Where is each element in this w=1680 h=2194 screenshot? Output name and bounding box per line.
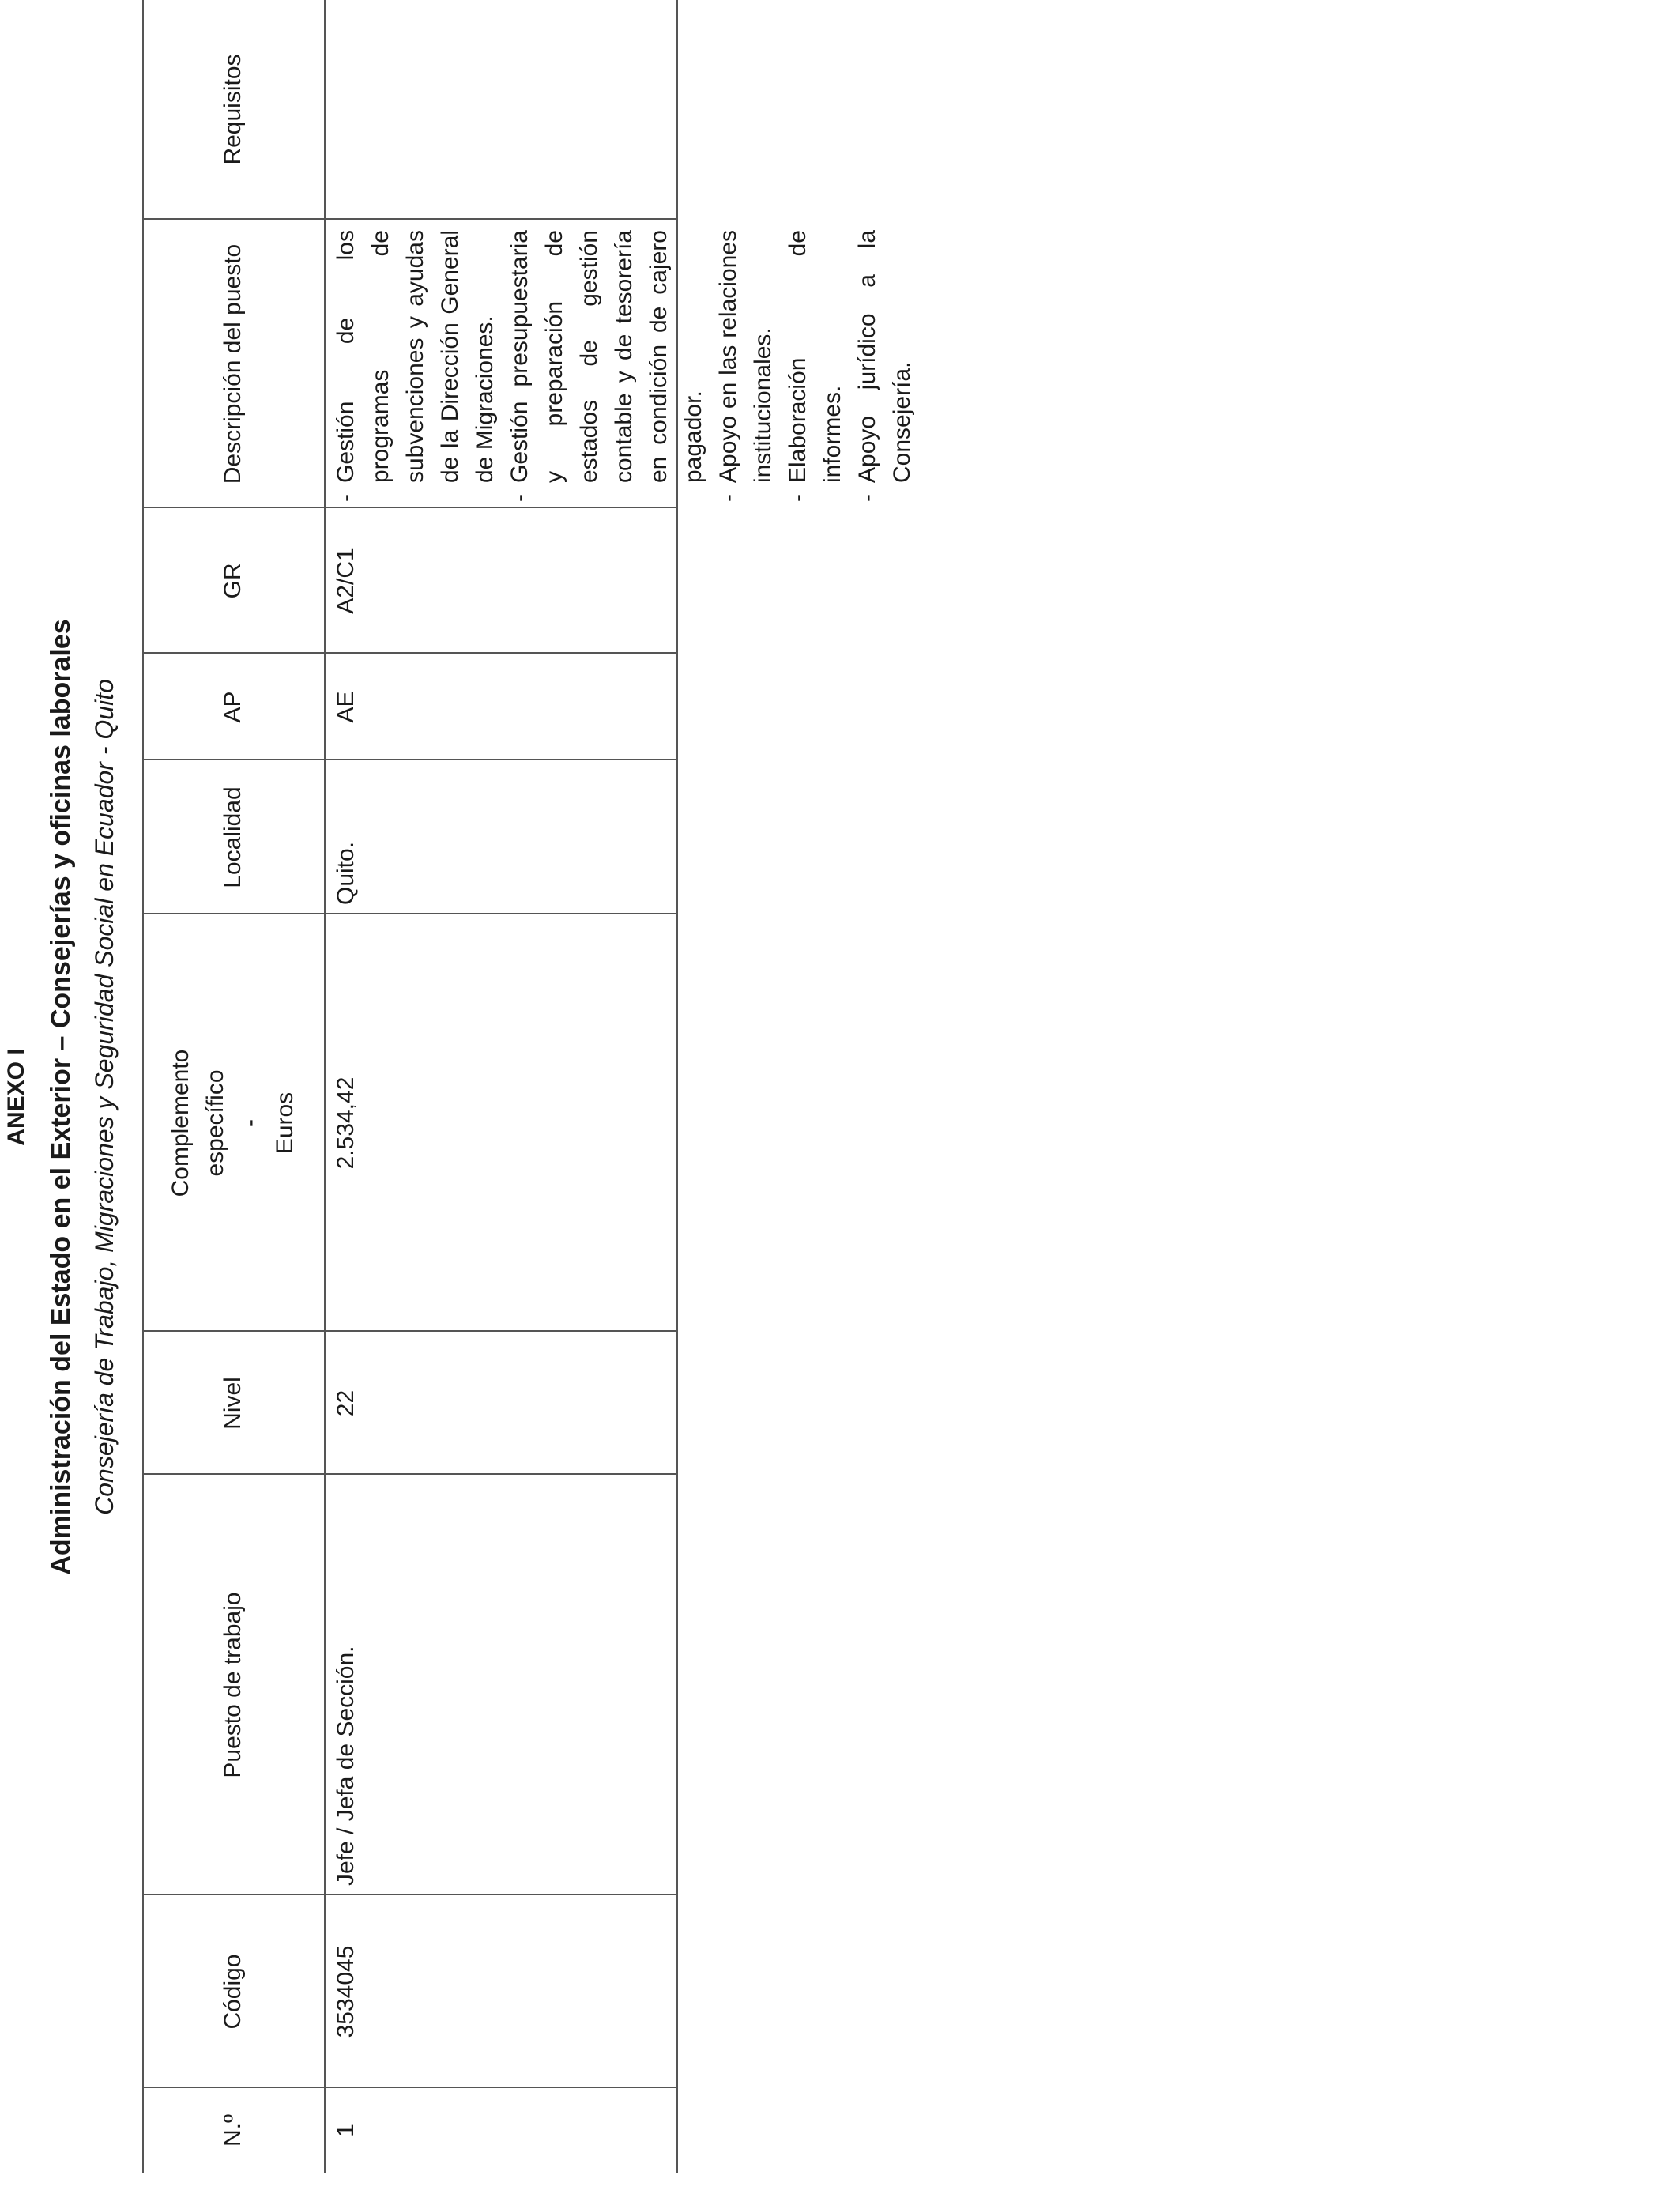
header-codigo: Código — [220, 1954, 246, 2030]
header-descripcion: Descripción del puesto — [220, 243, 246, 484]
description-list — [329, 230, 920, 505]
description-item: - Gestión de los programas de subvenciones y ayudas de la Dirección General de Migraciones. — [329, 230, 503, 505]
cell-localidad: Quito. — [333, 841, 359, 905]
header-complemento — [142, 914, 324, 1332]
header-puesto: Puesto de trabajo — [220, 1592, 246, 1778]
header-ap: AP — [220, 691, 246, 723]
header-nivel: Nivel — [220, 1377, 246, 1430]
description-item: - Elaboración de informes. — [781, 230, 850, 505]
header-gr: GR — [220, 563, 246, 599]
positions-table — [142, 0, 915, 2173]
cell-puesto: Jefe / Jefa de Sección. — [333, 1646, 359, 1886]
description-item: - Apoyo jurídico a la Consejería. — [850, 230, 920, 505]
cell-numero: 1 — [333, 2124, 359, 2137]
document-title: Administración del Estado en el Exterior – Consejerías y oficinas laborales — [46, 619, 76, 1575]
table-header-rule — [324, 0, 326, 2173]
cell-gr: A2/C1 — [333, 548, 359, 614]
description-item: - Apoyo en las relaciones institucionales. — [711, 230, 781, 505]
header-numero: N.º — [220, 2114, 246, 2147]
cell-nivel: 22 — [333, 1389, 359, 1417]
document-subtitle: Consejería de Trabajo, Migraciones y Seguridad Social en Ecuador - Quito — [90, 679, 119, 1515]
header-complemento-line: Complemento — [168, 1049, 194, 1197]
description-item: - Gestión presupuestaria y preparación de estados de gestión contable y de tesorería en condición de cajero pagador. — [503, 230, 711, 505]
header-localidad: Localidad — [220, 786, 246, 888]
cell-descripcion — [329, 230, 920, 505]
annex-heading: ANEXO I — [3, 1048, 29, 1146]
header-complemento-line: - — [237, 1119, 263, 1127]
cell-codigo: 3534045 — [333, 1945, 359, 2038]
cell-ap: AE — [333, 691, 359, 723]
header-complemento-line: Euros — [272, 1091, 298, 1155]
header-requisitos: Requisitos — [220, 54, 246, 165]
header-complemento-line: específico — [202, 1069, 228, 1177]
cell-complemento: 2.534,42 — [333, 1076, 359, 1170]
